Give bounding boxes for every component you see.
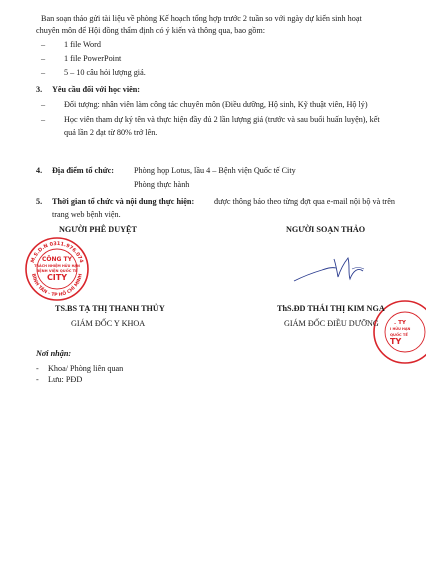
seal-ring-bottom: BÌNH TÂN - TP HỒ CHÍ MINH [30, 273, 84, 299]
section-5-value-line-1: được thông báo theo từng đợt qua e-mail nội bộ và trên [214, 197, 396, 206]
drafter-role: GIÁM ĐỐC ĐIỀU DƯỠNG [284, 319, 379, 328]
section-5-number: 5. [36, 197, 43, 206]
section-4-number: 4. [36, 166, 43, 175]
seal-line-3: BỆNH VIỆN QUỐC TẾ [36, 269, 78, 273]
svg-text:QUỐC TẾ: QUỐC TẾ [390, 333, 408, 337]
svg-text:TY: TY [390, 337, 402, 346]
svg-text:. TY: . TY [394, 320, 406, 326]
material-word: 1 file Word [64, 40, 101, 49]
approver-heading: NGƯỜI PHÊ DUYỆT [59, 225, 137, 234]
intro-line-1: Ban soạn thảo gửi tài liệu về phòng Kế hoạch tổng hợp trước 2 tuần so với ngày dự kiến sinh hoạt [41, 14, 362, 23]
section-3-item-1: Đối tượng: nhân viên làm công tác chuyên môn (Điều dưỡng, Hộ sinh, Kỹ thuật viên, Hộ lý) [64, 100, 368, 109]
seal-line-2: TRÁCH NHIỆM HỮU HẠN [34, 264, 80, 268]
seal-line-4: CITY [46, 273, 68, 282]
section-3-title: Yêu cầu đối với học viên: [52, 85, 141, 94]
company-seal-stamp [24, 236, 90, 302]
svg-text:I HỮU HẠN: I HỮU HẠN [390, 327, 411, 331]
approver-role: GIÁM ĐỐC Y KHOA [71, 319, 146, 328]
dash-bullet: – [41, 115, 46, 124]
drafter-heading: NGƯỜI SOẠN THẢO [286, 225, 366, 234]
material-powerpoint: 1 file PowerPoint [64, 54, 122, 63]
section-3-item-2-line-1: Học viên tham dự ký tên và thực hiện đầy đủ 2 lần lượng giá (trước và sau buổi huấn luyện), kết [64, 115, 380, 124]
dash-bullet: – [41, 100, 46, 109]
section-4-location-2: Phòng thực hành [134, 180, 190, 189]
intro-line-2: chuyên môn để Hội đồng thẩm định có ý kiến và thông qua, bao gồm: [36, 26, 265, 35]
drafter-name: ThS.ĐD THÁI THỊ KIM NGA [277, 304, 385, 313]
drafter-signature [290, 249, 380, 285]
seal-ring-top: M.S.D.N 0311.976.074 [29, 240, 85, 264]
dash-bullet: – [41, 68, 46, 77]
dash-bullet: – [41, 54, 46, 63]
section-4-title: Địa điểm tổ chức: [52, 166, 114, 175]
approver-name: TS.BS TẠ THỊ THANH THỦY [55, 304, 165, 313]
section-4-location-1: Phòng họp Lotus, lầu 4 – Bệnh viện Quốc tế City [134, 166, 296, 175]
dash-bullet: - [36, 364, 39, 373]
section-3-number: 3. [36, 85, 43, 94]
seal-line-1: CÔNG TY [42, 256, 72, 263]
material-questions: 5 – 10 câu hỏi lượng giá. [64, 68, 146, 77]
section-5-value-line-2: trang web bệnh viện. [52, 210, 121, 219]
recipients-title: Nơi nhận: [36, 349, 72, 358]
dash-bullet: - [36, 375, 39, 384]
section-5-title: Thời gian tổ chức và nội dung thực hiện: [52, 197, 195, 206]
dash-bullet: – [41, 40, 46, 49]
recipient-item-2: Lưu: PĐD [48, 375, 83, 384]
section-3-item-2-line-2: quả lần 2 đạt từ 80% trở lên. [64, 128, 158, 137]
recipient-item-1: Khoa/ Phòng liên quan [48, 364, 124, 373]
